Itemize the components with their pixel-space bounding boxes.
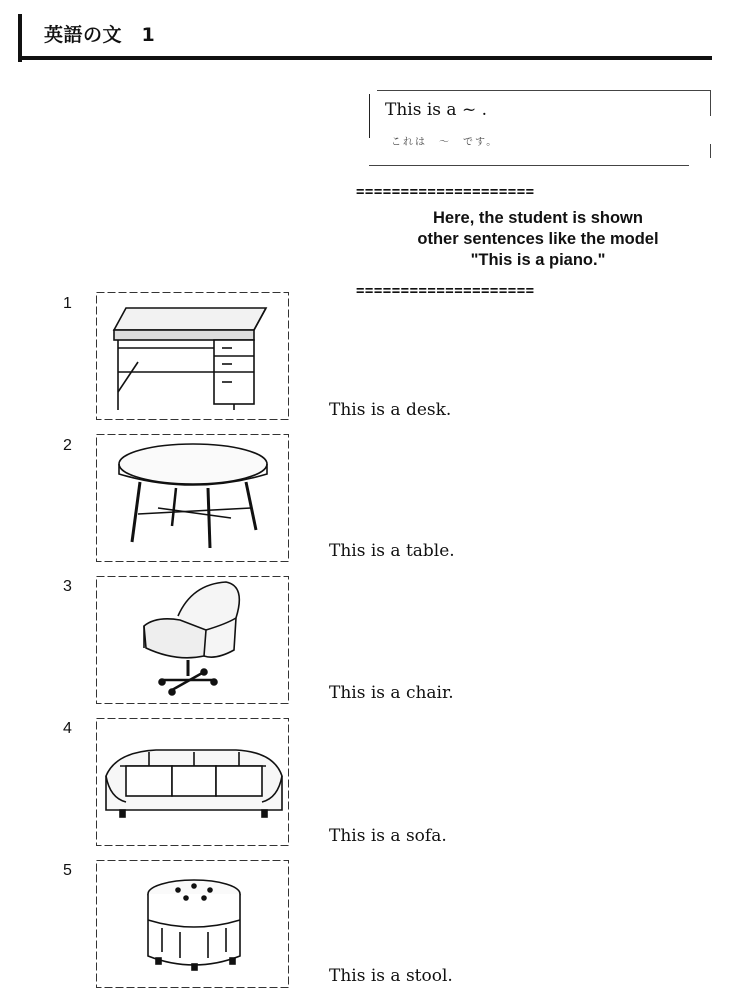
table-illustration bbox=[96, 434, 289, 562]
example-sentence: This is a chair. bbox=[329, 683, 454, 703]
note-line-3: "This is a piano." bbox=[470, 251, 606, 269]
example-sentence: This is a sofa. bbox=[329, 826, 447, 846]
example-sentence: This is a table. bbox=[329, 541, 455, 561]
page-title: 英語の文 1 bbox=[44, 24, 156, 46]
header-rule bbox=[18, 56, 712, 60]
chair-picture bbox=[96, 576, 289, 704]
sofa-illustration bbox=[96, 718, 289, 846]
item-number: 1 bbox=[63, 295, 72, 312]
note-divider-bottom: ==================== bbox=[356, 286, 535, 296]
item-number: 3 bbox=[63, 578, 72, 595]
desk-picture bbox=[96, 292, 289, 420]
sofa-picture bbox=[96, 718, 289, 846]
note-divider-top: ==================== bbox=[356, 187, 535, 197]
explanatory-note bbox=[356, 208, 720, 271]
desk-illustration bbox=[96, 292, 289, 420]
page-header bbox=[0, 0, 736, 60]
example-sentence: This is a stool. bbox=[329, 966, 453, 986]
item-number: 2 bbox=[63, 437, 72, 454]
header-left-bar bbox=[18, 14, 22, 62]
model-sentence-box bbox=[369, 90, 711, 166]
note-line-1: Here, the student is shown bbox=[433, 209, 643, 227]
item-number: 4 bbox=[63, 720, 72, 737]
note-line-2: other sentences like the model bbox=[417, 230, 659, 248]
stool-illustration bbox=[96, 860, 289, 988]
chair-illustration bbox=[96, 576, 289, 704]
model-sentence-japanese: これは ～ です。 bbox=[391, 137, 499, 148]
stool-picture bbox=[96, 860, 289, 988]
example-sentence: This is a desk. bbox=[329, 400, 452, 420]
item-number: 5 bbox=[63, 862, 72, 879]
model-sentence-english: This is a ~ . bbox=[385, 100, 488, 120]
table-picture bbox=[96, 434, 289, 562]
